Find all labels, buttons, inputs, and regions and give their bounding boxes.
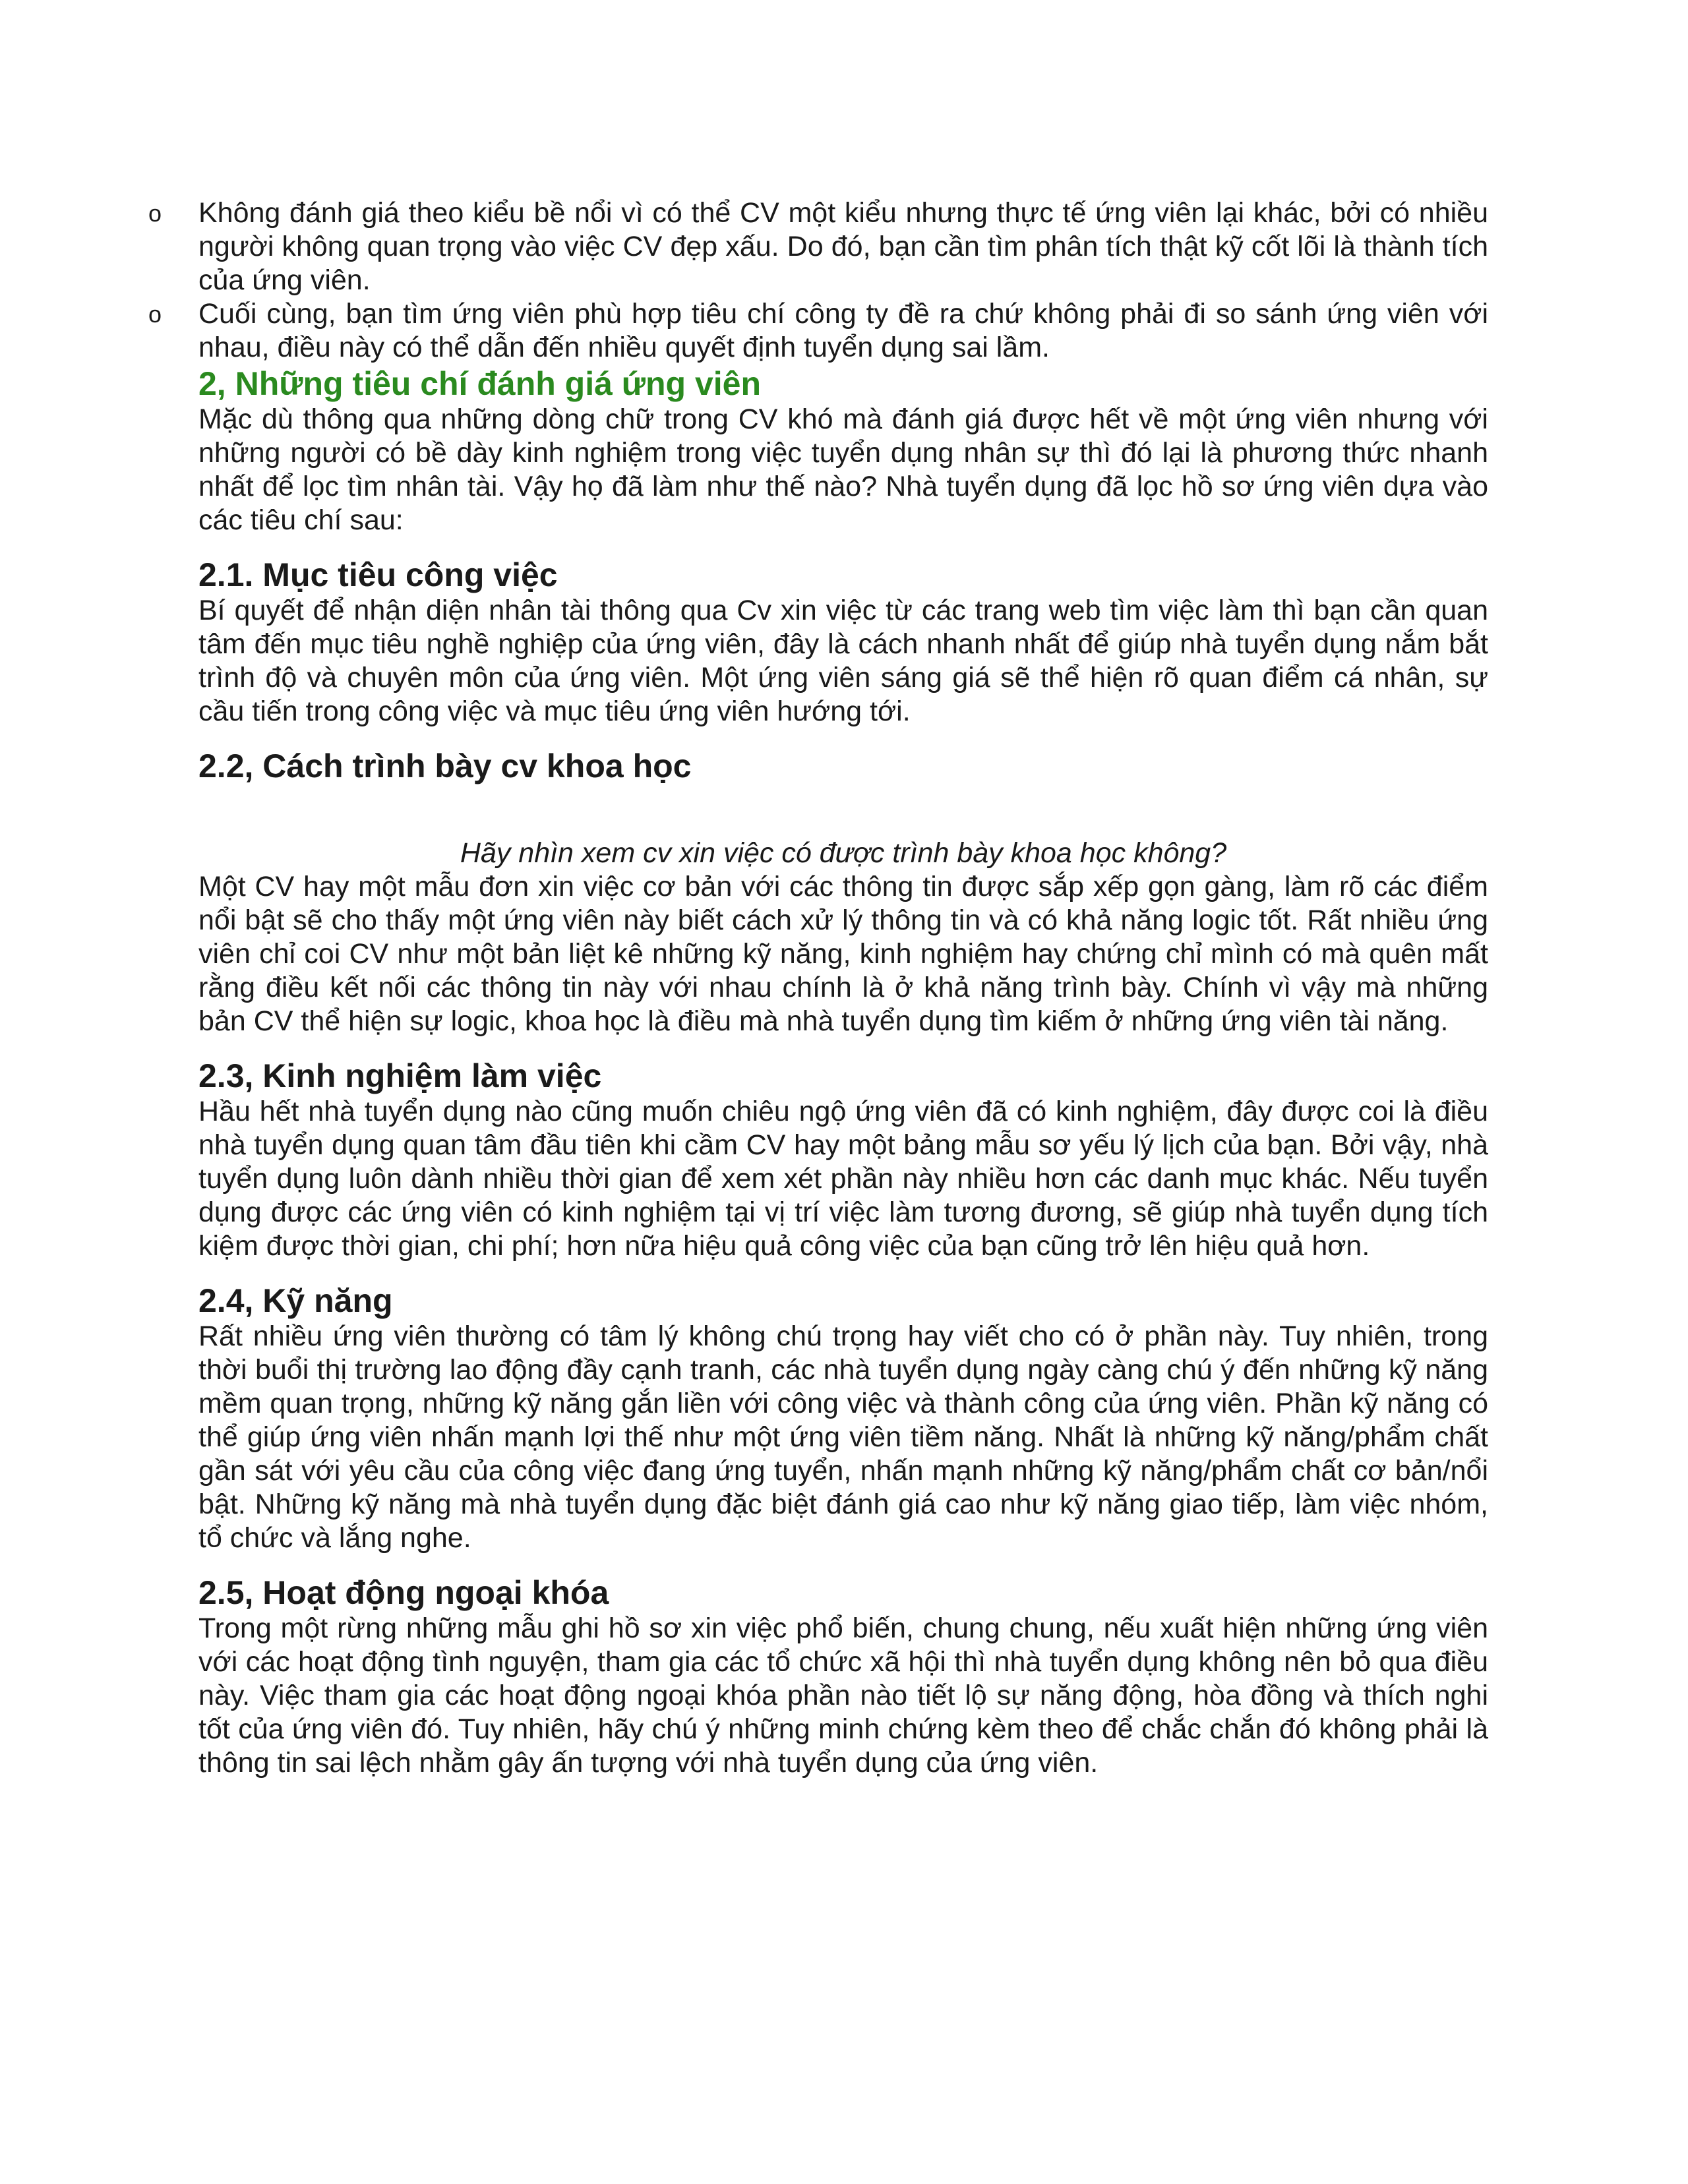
paragraph-extracurricular: Trong một rừng những mẫu ghi hồ sơ xin việc phổ biến, chung chung, nếu xuất hiện những ứng viên với các hoạt động tình nguyện, tham gia các tổ chức xã hội thì nhà tuyển dụng không nên bỏ qua điều này. Việc tham gia các hoạt động ngoại khóa phần nào tiết lộ sự năng động, hòa đồng và thích nghi tốt của ứng viên đó. Tuy nhiên, hãy chú ý những minh chứng kèm theo để chắc chắn đó không phải là thông tin sai lệch nhằm gây ấn tượng với nhà tuyển dụng của ứng viên. <box>198 1612 1488 1779</box>
bullet-circle-icon: o <box>148 200 162 227</box>
bullet-text: Cuối cùng, bạn tìm ứng viên phù hợp tiêu chí công ty đề ra chứ không phải đi so sánh ứng viên với nhau, điều này có thể dẫn đến nhiều quyết định tuyển dụng sai lầm. <box>198 298 1488 363</box>
list-item <box>148 196 1488 297</box>
paragraph-cv-layout: Một CV hay một mẫu đơn xin việc cơ bản với các thông tin được sắp xếp gọn gàng, làm rõ các điểm nổi bật sẽ cho thấy một ứng viên này biết cách xử lý thông tin và có khả năng logic tốt. Rất nhiều ứng viên chỉ coi CV như một bản liệt kê những kỹ năng, kinh nghiệm hay chứng chỉ mình có mà quên mất rằng điều kết nối các thông tin này với nhau chính là ở khả năng trình bày. Chính vì vậy mà những bản CV thể hiện sự logic, khoa học là điều mà nhà tuyển dụng tìm kiếm ở những ứng viên tài năng. <box>198 871 1488 1037</box>
bullet-circle-icon: o <box>148 301 162 328</box>
section-heading-criteria: 2, Những tiêu chí đánh giá ứng viên <box>198 365 762 402</box>
paragraph-skills: Rất nhiều ứng viên thường có tâm lý không chú trọng hay viết cho có ở phần này. Tuy nhiên, trong thời buổi thị trường lao động đầy cạnh tranh, các nhà tuyển dụng ngày càng chú ý đến những kỹ năng mềm quan trọng, những kỹ năng gắn liền với công việc và thành công của ứng viên. Phần kỹ năng có thể giúp ứng viên nhấn mạnh lợi thế như một ứng viên tiềm năng. Nhất là những kỹ năng/phẩm chất gần sát với yêu cầu của công việc đang ứng tuyển, nhấn mạnh những kỹ năng/phẩm chất cơ bản/nổi bật. Những kỹ năng mà nhà tuyển dụng đặc biệt đánh giá cao như kỹ năng giao tiếp, làm việc nhóm, tổ chức và lắng nghe. <box>198 1320 1488 1554</box>
subheading-work-experience: 2.3, Kinh nghiệm làm việc <box>198 1057 602 1094</box>
subheading-cv-layout: 2.2, Cách trình bày cv khoa học <box>198 748 692 784</box>
subheading-extracurricular: 2.5, Hoạt động ngoại khóa <box>198 1574 609 1611</box>
subheading-job-goal: 2.1. Mục tiêu công việc <box>198 556 558 593</box>
list-item <box>148 297 1488 365</box>
paragraph-work-experience: Hầu hết nhà tuyển dụng nào cũng muốn chiêu ngộ ứng viên đã có kinh nghiệm, đây được coi là điều nhà tuyển dụng quan tâm đầu tiên khi cầm CV hay một bảng mẫu sơ yếu lý lịch của bạn. Bởi vậy, nhà tuyển dụng luôn dành nhiều thời gian để xem xét phần này nhiều hơn các danh mục khác. Nếu tuyển dụng được các ứng viên có kinh nghiệm tại vị trí việc làm tương đương, sẽ giúp nhà tuyển dụng tích kiệm được thời gian, chi phí; hơn nữa hiệu quả công việc của bạn cũng trở lên hiệu quả hơn. <box>198 1096 1488 1262</box>
subheading-skills: 2.4, Kỹ năng <box>198 1282 393 1319</box>
bullet-text: Không đánh giá theo kiểu bề nổi vì có thể CV một kiểu nhưng thực tế ứng viên lại khác, bởi có nhiều người không quan trọng vào việc CV đẹp xấu. Do đó, bạn cần tìm phân tích thật kỹ cốt lõi là thành tích của ứng viên. <box>198 197 1488 296</box>
section-intro-paragraph: Mặc dù thông qua những dòng chữ trong CV khó mà đánh giá được hết về một ứng viên nhưng với những người có bề dày kinh nghiệm trong việc tuyển dụng nhân sự thì đó lại là phương thức nhanh nhất để lọc tìm nhân tài. Vậy họ đã làm như thế nào? Nhà tuyển dụng đã lọc hồ sơ ứng viên dựa vào các tiêu chí sau: <box>198 403 1488 536</box>
bullet-list <box>148 196 1488 365</box>
paragraph-job-goal: Bí quyết để nhận diện nhân tài thông qua Cv xin việc từ các trang web tìm việc làm thì bạn cần quan tâm đến mục tiêu nghề nghiệp của ứng viên, đây là cách nhanh nhất để giúp nhà tuyển dụng nắm bắt trình độ và chuyên môn của ứng viên. Một ứng viên sáng giá sẽ thể hiện rõ quan điểm cá nhân, sự cầu tiến trong công việc và mục tiêu ứng viên hướng tới. <box>198 595 1488 727</box>
image-caption: Hãy nhìn xem cv xin việc có được trình bày khoa học không? <box>460 837 1227 869</box>
document-page <box>148 196 1488 1780</box>
